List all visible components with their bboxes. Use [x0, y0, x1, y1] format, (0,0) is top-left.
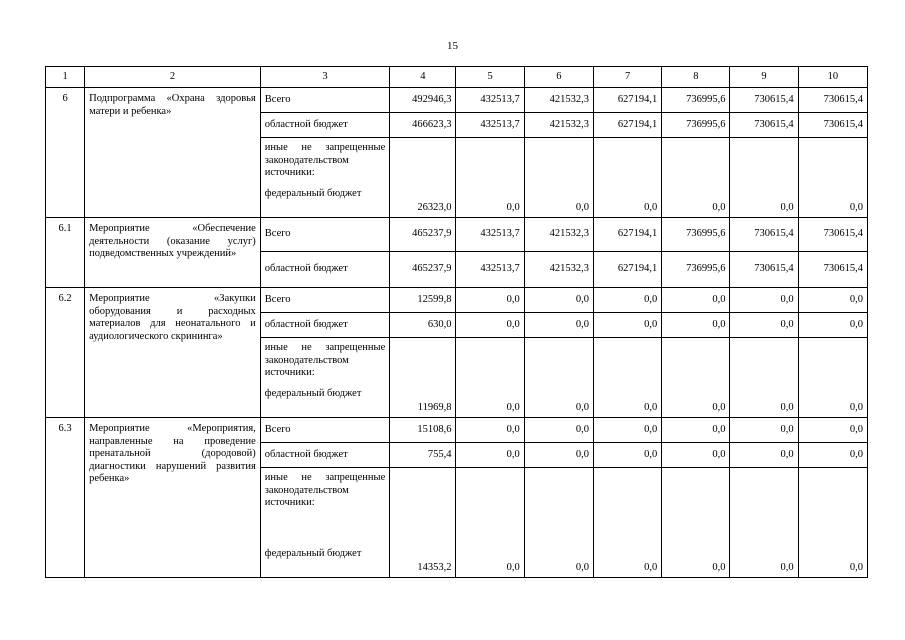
value-cell: 11969,8	[390, 338, 456, 418]
value-cell: 627194,1	[593, 218, 661, 252]
item-name: Мероприятие «Мероприятия, направленные на проведение пренатальной (дородовой) диагностики нарушений развития ребенка»	[85, 418, 261, 578]
item-number: 6	[46, 88, 85, 218]
value-cell: 755,4	[390, 443, 456, 468]
value-cell: 0,0	[798, 138, 867, 218]
federal-budget-label: федеральный бюджет	[264, 387, 362, 399]
value-cell: 421532,3	[524, 252, 593, 288]
value-cell: 736995,6	[662, 113, 730, 138]
value-cell: 0,0	[798, 288, 867, 313]
header-cell: 7	[593, 67, 661, 88]
value-cell: 0,0	[593, 443, 661, 468]
budget-table	[45, 66, 868, 578]
value-cell: 14353,2	[390, 468, 456, 578]
header-row	[46, 67, 868, 88]
value-cell: 736995,6	[662, 252, 730, 288]
header-cell: 5	[456, 67, 524, 88]
value-cell: 432513,7	[456, 88, 524, 113]
page-number: 15	[447, 40, 458, 52]
value-cell: 0,0	[524, 288, 593, 313]
value-cell: 0,0	[456, 138, 524, 218]
funding-source	[260, 338, 389, 418]
value-cell: 466623,3	[390, 113, 456, 138]
value-cell: 15108,6	[390, 418, 456, 443]
federal-budget-label: федеральный бюджет	[264, 547, 362, 559]
header-cell: 3	[260, 67, 389, 88]
value-cell: 0,0	[524, 468, 593, 578]
value-cell: 0,0	[593, 338, 661, 418]
value-cell: 432513,7	[456, 113, 524, 138]
funding-source: Всего	[260, 88, 389, 113]
value-cell: 630,0	[390, 313, 456, 338]
value-cell: 26323,0	[390, 138, 456, 218]
value-cell: 0,0	[593, 288, 661, 313]
value-cell: 0,0	[524, 138, 593, 218]
other-sources-label: иные не запрещенные законодательством источники:	[264, 472, 386, 508]
value-cell: 0,0	[456, 443, 524, 468]
value-cell: 730615,4	[730, 113, 798, 138]
value-cell: 0,0	[524, 418, 593, 443]
item-name: Мероприятие «Закупки оборудования и расходных материалов для неонатального и аудиологического скрининга»	[85, 288, 261, 418]
other-sources-label: иные не запрещенные законодательством источники:	[264, 342, 386, 378]
value-cell: 736995,6	[662, 218, 730, 252]
value-cell: 421532,3	[524, 113, 593, 138]
item-number: 6.3	[46, 418, 85, 578]
header-cell: 4	[390, 67, 456, 88]
federal-budget-label: федеральный бюджет	[264, 187, 362, 199]
table-row	[46, 288, 868, 313]
value-cell: 465237,9	[390, 252, 456, 288]
funding-source	[260, 468, 389, 578]
value-cell: 730615,4	[798, 113, 867, 138]
value-cell: 730615,4	[798, 88, 867, 113]
header-cell: 6	[524, 67, 593, 88]
value-cell: 465237,9	[390, 218, 456, 252]
value-cell: 12599,8	[390, 288, 456, 313]
funding-source: областной бюджет	[260, 313, 389, 338]
header-cell: 8	[662, 67, 730, 88]
funding-source: Всего	[260, 418, 389, 443]
value-cell: 0,0	[730, 138, 798, 218]
value-cell: 0,0	[662, 418, 730, 443]
value-cell: 0,0	[593, 468, 661, 578]
value-cell: 0,0	[662, 468, 730, 578]
value-cell: 0,0	[730, 443, 798, 468]
value-cell: 627194,1	[593, 252, 661, 288]
value-cell: 0,0	[593, 418, 661, 443]
value-cell: 0,0	[456, 418, 524, 443]
value-cell: 492946,3	[390, 88, 456, 113]
value-cell: 736995,6	[662, 88, 730, 113]
value-cell: 0,0	[798, 418, 867, 443]
value-cell: 0,0	[730, 313, 798, 338]
value-cell: 730615,4	[730, 218, 798, 252]
value-cell: 730615,4	[798, 252, 867, 288]
header-cell: 2	[85, 67, 261, 88]
value-cell: 0,0	[730, 338, 798, 418]
funding-source: областной бюджет	[260, 443, 389, 468]
value-cell: 0,0	[730, 418, 798, 443]
value-cell: 0,0	[593, 313, 661, 338]
value-cell: 0,0	[456, 313, 524, 338]
value-cell: 0,0	[524, 313, 593, 338]
funding-source: Всего	[260, 218, 389, 252]
value-cell: 0,0	[456, 468, 524, 578]
value-cell: 0,0	[798, 313, 867, 338]
value-cell: 0,0	[662, 138, 730, 218]
funding-source: областной бюджет	[260, 252, 389, 288]
value-cell: 730615,4	[730, 252, 798, 288]
value-cell: 627194,1	[593, 88, 661, 113]
value-cell: 432513,7	[456, 252, 524, 288]
value-cell: 0,0	[730, 288, 798, 313]
header-cell: 10	[798, 67, 867, 88]
table-row	[46, 218, 868, 252]
value-cell: 0,0	[662, 338, 730, 418]
funding-source	[260, 138, 389, 218]
value-cell: 627194,1	[593, 113, 661, 138]
value-cell: 0,0	[456, 338, 524, 418]
funding-source: Всего	[260, 288, 389, 313]
table-row	[46, 418, 868, 443]
value-cell: 0,0	[662, 288, 730, 313]
header-cell: 1	[46, 67, 85, 88]
value-cell: 730615,4	[798, 218, 867, 252]
value-cell: 0,0	[456, 288, 524, 313]
value-cell: 730615,4	[730, 88, 798, 113]
value-cell: 0,0	[662, 313, 730, 338]
value-cell: 0,0	[798, 443, 867, 468]
value-cell: 0,0	[662, 443, 730, 468]
value-cell: 0,0	[524, 338, 593, 418]
item-name: Подпрограмма «Охрана здоровья матери и ребенка»	[85, 88, 261, 218]
value-cell: 421532,3	[524, 88, 593, 113]
item-name: Мероприятие «Обеспечение деятельности (оказание услуг) подведомственных учреждений»	[85, 218, 261, 288]
item-number: 6.2	[46, 288, 85, 418]
header-cell: 9	[730, 67, 798, 88]
funding-source: областной бюджет	[260, 113, 389, 138]
value-cell: 432513,7	[456, 218, 524, 252]
item-number: 6.1	[46, 218, 85, 288]
value-cell: 421532,3	[524, 218, 593, 252]
table-row	[46, 88, 868, 113]
other-sources-label: иные не запрещенные законодательством источники:	[264, 142, 386, 178]
value-cell: 0,0	[730, 468, 798, 578]
value-cell: 0,0	[798, 468, 867, 578]
value-cell: 0,0	[798, 338, 867, 418]
value-cell: 0,0	[524, 443, 593, 468]
value-cell: 0,0	[593, 138, 661, 218]
